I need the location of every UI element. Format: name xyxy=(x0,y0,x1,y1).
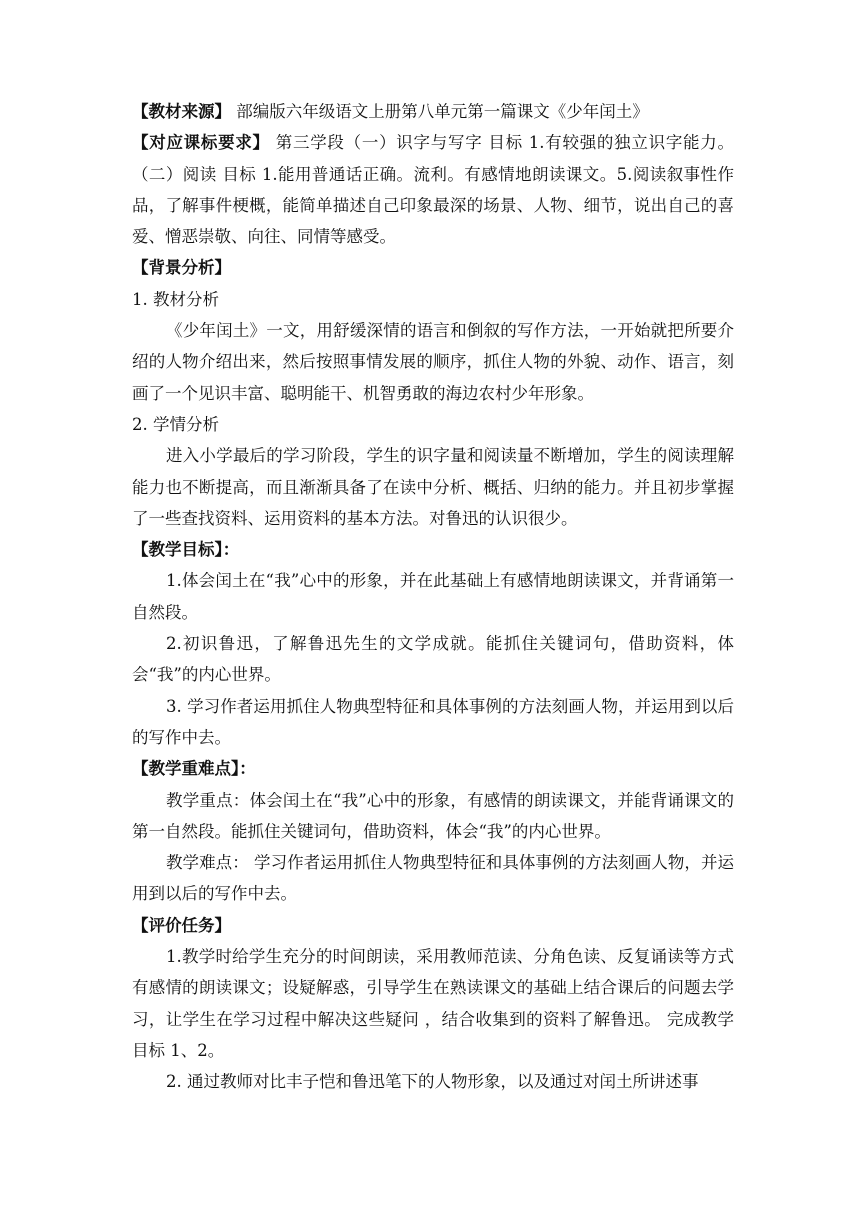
assessment-task-2: 2. 通过教师对比丰子恺和鲁迅笔下的人物形象，以及通过对闰土所讲述事 xyxy=(166,1072,699,1092)
textbook-analysis-paragraph: 《少年闰土》一文，用舒缓深情的语言和倒叙的写作方法，一开始就把所要介绍的人物介绍出来，然后按照事情发展的顺序，抓住人物的外貌、动作、语言，刻画了一个见识丰富、聪明能干、机智勇敢的海边农村少年形象。 xyxy=(132,321,734,403)
textbook-source-text: 部编版六年级语文上册第八单元第一篇课文《少年闰土》 xyxy=(236,102,649,121)
difficult-point-paragraph: 教学难点： 学习作者运用抓住人物典型特征和具体事例的方法刻画人物，并运用到以后的写作中去。 xyxy=(132,853,734,904)
key-difficult-points-heading: 【教学重难点】： xyxy=(132,759,256,779)
curriculum-standard-paragraph xyxy=(132,127,734,252)
student-analysis-subheading: 2. 学情分析 xyxy=(132,414,219,434)
assessment-tasks-heading: 【评价任务】 xyxy=(132,915,231,935)
teaching-goal-2: 2.初识鲁迅，了解鲁迅先生的文学成就。能抓住关键词句，借助资料，体会“我”的内心世界。 xyxy=(132,634,734,685)
curriculum-standard-text: 第三学段（一）识字与写字 目标 1.有较强的独立识字能力。（二）阅读 目标 1.能用普通话正确。流利。有感情地朗读课文。5.阅读叙事性作品，了解事件梗概，能简单描述自己印象最深的场景、人物、细节，说出自己的喜爱、憎恶崇敬、向往、同情等感受。 xyxy=(132,133,734,247)
lesson-plan-page xyxy=(132,96,734,1098)
textbook-source-label: 【教材来源】 xyxy=(132,102,231,121)
assessment-task-1: 1.教学时给学生充分的时间朗读，采用教师范读、分角色读、反复诵读等方式有感情的朗读课文；设疑解惑，引导学生在熟读课文的基础上结合课后的问题去学习，让学生在学习过程中解决这些疑问 ，结合收集到的资料了解鲁迅。 完成教学目标 1、2。 xyxy=(132,947,734,1060)
teaching-goals-heading: 【教学目标】： xyxy=(132,540,240,560)
student-analysis-paragraph: 进入小学最后的学习阶段，学生的识字量和阅读量不断增加，学生的阅读理解能力也不断提高，而且渐渐具备了在读中分析、概括、归纳的能力。并且初步掌握了一些查找资料、运用资料的基本方法。对鲁迅的认识很少。 xyxy=(132,446,734,528)
background-analysis-heading: 【背景分析】 xyxy=(132,258,231,278)
teaching-goal-1: 1.体会闰土在“我”心中的形象，并在此基础上有感情地朗读课文，并背诵第一自然段。 xyxy=(132,571,734,622)
key-point-paragraph: 教学重点：体会闰土在“我”心中的形象，有感情的朗读课文，并能背诵课文的第一自然段。能抓住关键词句，借助资料，体会“我”的内心世界。 xyxy=(132,790,734,841)
curriculum-standard-label: 【对应课标要求】 xyxy=(132,133,270,153)
textbook-analysis-subheading: 1. 教材分析 xyxy=(132,289,219,309)
textbook-source-line xyxy=(132,96,734,127)
teaching-goal-3: 3. 学习作者运用抓住人物典型特征和具体事例的方法刻画人物，并运用到以后的写作中去。 xyxy=(132,696,734,747)
